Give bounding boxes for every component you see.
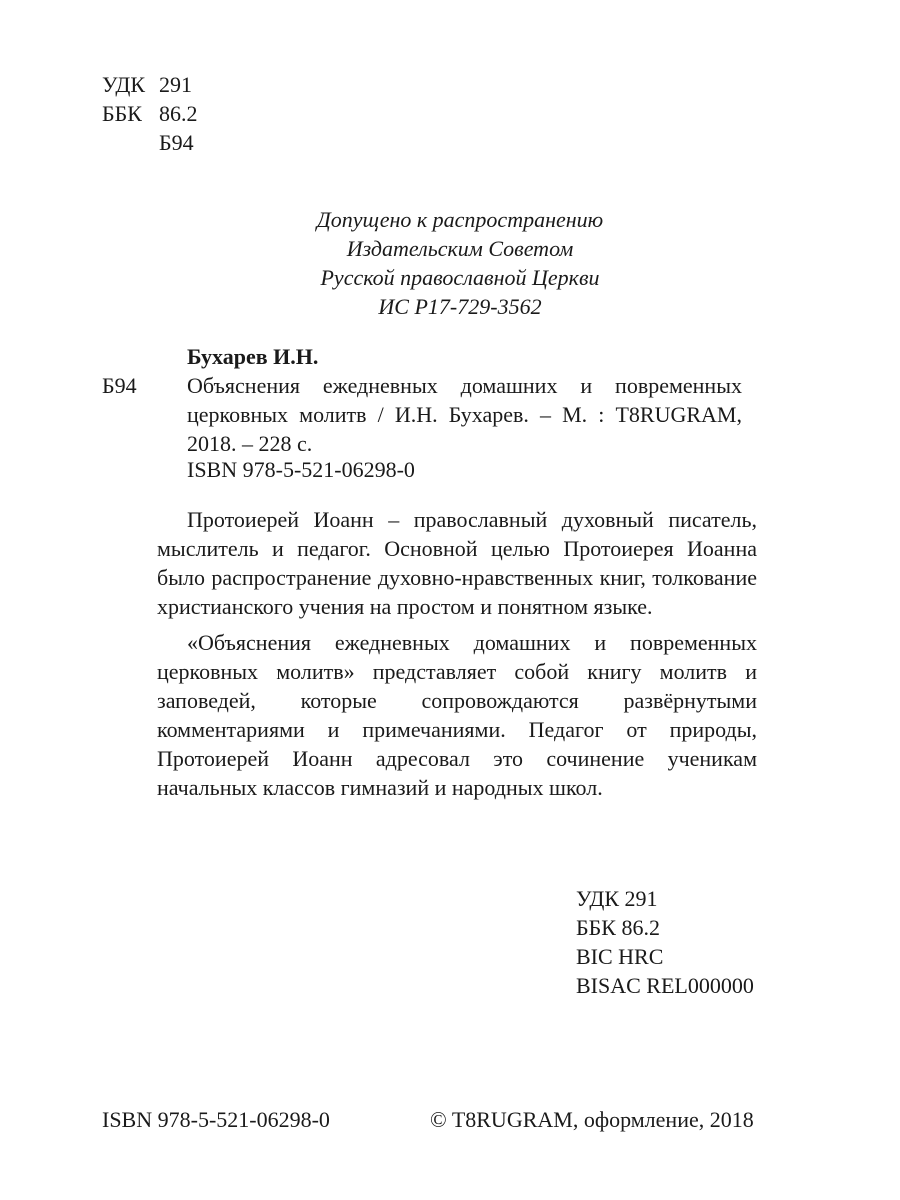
annotation-paragraph: «Объяснения ежедневных домашних и повременных церковных молитв» представляет собой книгу молитв и заповедей, которые сопровождаются развёрнутыми комментариями и примечаниями. Педагог от природы, Протоиерей Иоанн адресовал это сочинение ученикам начальных классов гимназий и народных школ.: [157, 630, 757, 800]
classification-value: 291: [159, 72, 192, 97]
code-line: ББК 86.2: [576, 915, 660, 940]
classification-key: УДК: [102, 72, 146, 97]
classification-value: Б94: [159, 130, 194, 155]
author-name: Бухарев И.Н.: [187, 344, 319, 369]
permission-stamp: [200, 205, 720, 321]
classification-row-udk: [102, 70, 198, 99]
code-line: BIC HRC: [576, 944, 664, 969]
classification-key: [102, 128, 159, 157]
classification-block: [102, 70, 198, 157]
footer-copyright: © T8RUGRAM, оформление, 2018: [430, 1107, 754, 1132]
classification-codes: [576, 884, 754, 1000]
code-line: BISAC REL000000: [576, 973, 754, 998]
classification-key: ББК: [102, 101, 142, 126]
permission-line: Русской православной Церкви: [320, 265, 600, 290]
classification-row-cipher: [102, 128, 198, 157]
author-cipher: Б94: [102, 373, 137, 398]
bibliographic-entry: Объяснения ежедневных домашних и повременных церковных молитв / И.Н. Бухарев. – М. : T8RUGRAM, 2018. – 228 с.: [187, 373, 742, 456]
classification-value: 86.2: [159, 101, 198, 126]
code-line: УДК 291: [576, 886, 658, 911]
annotation-paragraph: Протоиерей Иоанн – православный духовный писатель, мыслитель и педагог. Основной целью Протоиерея Иоанна было распространение духовно-нравственных книг, толкование христианского учения на простом и понятном языке.: [157, 507, 757, 619]
footer-isbn: ISBN 978-5-521-06298-0: [102, 1107, 330, 1132]
permission-line: ИС Р17-729-3562: [378, 294, 542, 319]
classification-row-bbk: [102, 99, 198, 128]
isbn-line: ISBN 978-5-521-06298-0: [187, 457, 415, 482]
annotation: [157, 505, 757, 809]
permission-line: Допущено к распространению: [316, 207, 604, 232]
permission-line: Издательским Советом: [346, 236, 574, 261]
